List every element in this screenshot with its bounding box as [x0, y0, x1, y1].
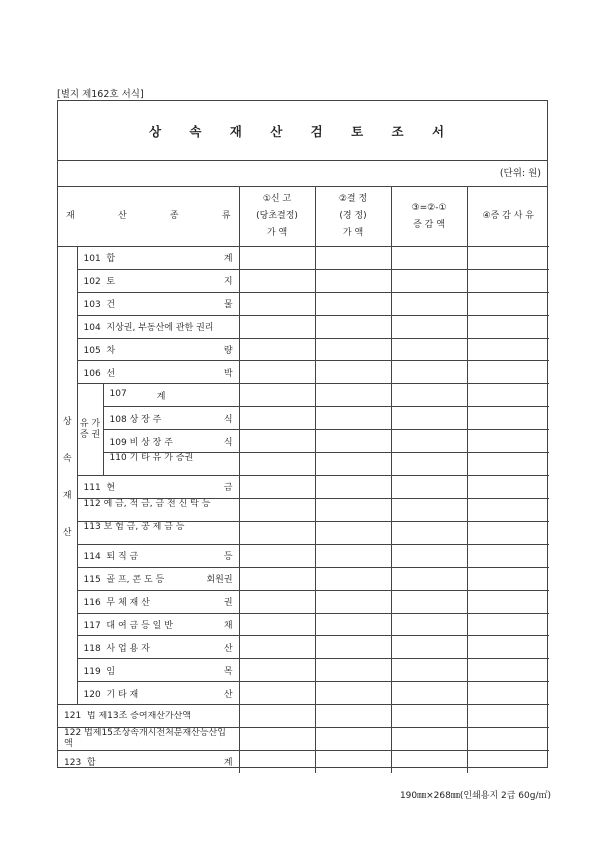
header-line: (경 정) — [339, 211, 367, 221]
cell[interactable] — [239, 384, 315, 407]
cell[interactable] — [391, 521, 467, 544]
cell[interactable] — [315, 521, 391, 544]
cell[interactable] — [315, 636, 391, 659]
cell[interactable] — [315, 613, 391, 636]
row-label: 103 건 물 — [77, 292, 239, 315]
stock-group-label — [77, 384, 103, 476]
row-label: 101 합 계 — [77, 247, 239, 270]
cell[interactable] — [315, 338, 391, 361]
cell[interactable] — [391, 590, 467, 613]
cell[interactable] — [467, 544, 549, 567]
cell[interactable] — [391, 292, 467, 315]
cell[interactable] — [239, 430, 315, 453]
cell[interactable] — [239, 407, 315, 430]
table-row — [58, 544, 549, 567]
row-label: 108 상 장 주 식 — [103, 407, 239, 430]
header-char: 재 — [66, 211, 75, 221]
row-label: 106 선 박 — [77, 361, 239, 384]
table-row — [58, 453, 549, 476]
header-char: 종 — [169, 211, 179, 221]
cell[interactable] — [315, 705, 391, 728]
cell[interactable] — [467, 430, 549, 453]
header-reason: ④증 감 사 유 — [467, 187, 549, 247]
header-difference — [391, 187, 467, 247]
cell[interactable] — [239, 476, 315, 499]
cell[interactable] — [467, 292, 549, 315]
cell[interactable] — [315, 292, 391, 315]
cell[interactable] — [391, 430, 467, 453]
paper-size-note: 190㎜×268㎜(인쇄용지 2급 60g/㎡) — [399, 791, 551, 801]
row-label: 112 예 금, 적 금, 금 전 신 탁 등 — [77, 498, 239, 521]
inheritance-property-table — [58, 187, 549, 773]
cell[interactable] — [467, 476, 549, 499]
page-title: 상 속 재 산 검 토 조 서 — [58, 101, 547, 161]
row-label: 104 지상권, 부동산에 관한 권리 — [77, 315, 239, 338]
row-label: 110 기 타 유 가 증권 — [103, 453, 239, 476]
cell[interactable] — [467, 384, 549, 407]
table-row — [58, 705, 549, 728]
row-label: 118 사 업 용 자 산 — [77, 636, 239, 659]
cell[interactable] — [391, 361, 467, 384]
cell[interactable] — [239, 613, 315, 636]
cell[interactable] — [391, 751, 467, 773]
cell[interactable] — [239, 361, 315, 384]
table-row — [58, 682, 549, 705]
unit-label: (단위: 원) — [58, 160, 547, 187]
table-header-row — [58, 187, 549, 247]
cell[interactable] — [239, 567, 315, 590]
header-line: 증 감 액 — [413, 219, 445, 230]
cell[interactable] — [467, 590, 549, 613]
header-char: 산 — [117, 211, 127, 221]
cell[interactable] — [467, 521, 549, 544]
cell[interactable] — [315, 476, 391, 499]
cell[interactable] — [315, 567, 391, 590]
row-label: 120 기 타 재 산 — [77, 682, 239, 705]
cell[interactable] — [239, 453, 315, 476]
header-category — [58, 187, 239, 247]
header-line: 가 액 — [342, 228, 364, 238]
cell[interactable] — [391, 384, 467, 407]
cell[interactable] — [391, 269, 467, 292]
cell[interactable] — [315, 315, 391, 338]
cell[interactable] — [315, 728, 391, 751]
cell[interactable] — [315, 407, 391, 430]
cell[interactable] — [315, 682, 391, 705]
cell[interactable] — [391, 682, 467, 705]
cell[interactable] — [239, 728, 315, 751]
form-box — [57, 100, 548, 768]
header-line: 가 액 — [266, 228, 288, 238]
table-row — [58, 476, 549, 499]
cell[interactable] — [467, 361, 549, 384]
table-row — [58, 728, 549, 751]
table-row — [58, 590, 549, 613]
cell[interactable] — [315, 453, 391, 476]
row-label: 121 법 제13조 증여재산가산액 — [58, 705, 239, 728]
cell[interactable] — [239, 498, 315, 521]
table-row — [58, 751, 549, 773]
cell[interactable] — [239, 292, 315, 315]
cell[interactable] — [467, 567, 549, 590]
cell[interactable] — [391, 636, 467, 659]
cell[interactable] — [391, 338, 467, 361]
cell[interactable] — [467, 636, 549, 659]
row-label: 122 법제15조상속개시전처분재산등산입액 — [58, 728, 239, 751]
header-char: 류 — [221, 211, 231, 221]
cell[interactable] — [315, 430, 391, 453]
cell[interactable] — [239, 338, 315, 361]
table-row — [58, 315, 549, 338]
header-line: ③=②-① — [411, 202, 447, 213]
cell[interactable] — [467, 659, 549, 682]
form-label: [별지 제162호 서식] — [57, 89, 144, 100]
table-row — [58, 430, 549, 453]
table-row — [58, 269, 549, 292]
header-reported-amount — [239, 187, 315, 247]
cell[interactable] — [391, 476, 467, 499]
cell[interactable] — [315, 384, 391, 407]
cell[interactable] — [391, 247, 467, 270]
cell[interactable] — [467, 315, 549, 338]
cell[interactable] — [239, 659, 315, 682]
header-line: (당초결정) — [256, 211, 298, 221]
side-char: 산 — [62, 527, 72, 538]
side-char: 재 — [62, 490, 72, 501]
cell[interactable] — [467, 705, 549, 728]
cell[interactable] — [467, 751, 549, 773]
row-label: 116 무 체 재 산 권 — [77, 590, 239, 613]
row-label: 111 현 금 — [77, 476, 239, 499]
cell[interactable] — [239, 751, 315, 773]
cell[interactable] — [467, 498, 549, 521]
cell[interactable] — [239, 521, 315, 544]
table-row — [58, 292, 549, 315]
header-decided-amount — [315, 187, 391, 247]
cell[interactable] — [239, 682, 315, 705]
table-row — [58, 567, 549, 590]
table-row — [58, 521, 549, 544]
cell[interactable] — [391, 315, 467, 338]
cell[interactable] — [391, 544, 467, 567]
cell[interactable] — [391, 407, 467, 430]
table-row — [58, 247, 549, 270]
cell[interactable] — [467, 407, 549, 430]
cell[interactable] — [239, 544, 315, 567]
cell[interactable] — [391, 705, 467, 728]
table-row — [58, 498, 549, 521]
cell[interactable] — [391, 728, 467, 751]
cell[interactable] — [391, 613, 467, 636]
cell[interactable] — [467, 728, 549, 751]
cell[interactable] — [391, 498, 467, 521]
cell[interactable] — [239, 269, 315, 292]
header-line: ①신 고 — [262, 194, 292, 204]
table-row — [58, 338, 549, 361]
cell[interactable] — [467, 269, 549, 292]
row-label: 113 보 험 금, 공 제 금 등 — [77, 521, 239, 544]
table-row — [58, 636, 549, 659]
cell[interactable] — [315, 247, 391, 270]
row-label: 109 비 상 장 주 식 — [103, 430, 239, 453]
cell[interactable] — [391, 567, 467, 590]
row-label: 107 계 — [103, 384, 239, 407]
side-char: 상 — [62, 416, 72, 427]
row-label: 114 퇴 직 금 등 — [77, 544, 239, 567]
cell[interactable] — [239, 705, 315, 728]
cell[interactable] — [391, 453, 467, 476]
cell[interactable] — [315, 269, 391, 292]
cell[interactable] — [239, 590, 315, 613]
header-line: ②결 정 — [338, 194, 368, 204]
row-label: 123 합 계 — [58, 751, 239, 773]
table-row — [58, 384, 549, 407]
side-label — [58, 247, 77, 705]
stock-label-line: 유 가 — [79, 418, 101, 429]
row-label: 117 대 여 금 등 일 반 채 — [77, 613, 239, 636]
cell[interactable] — [391, 659, 467, 682]
cell[interactable] — [467, 247, 549, 270]
row-label: 119 임 목 — [77, 659, 239, 682]
cell[interactable] — [315, 361, 391, 384]
stock-label-line: 증 권 — [79, 429, 101, 440]
cell[interactable] — [239, 636, 315, 659]
cell[interactable] — [315, 659, 391, 682]
cell[interactable] — [239, 315, 315, 338]
cell[interactable] — [315, 544, 391, 567]
cell[interactable] — [239, 247, 315, 270]
table-row — [58, 407, 549, 430]
table-row — [58, 613, 549, 636]
table-row — [58, 361, 549, 384]
cell[interactable] — [315, 498, 391, 521]
cell[interactable] — [467, 338, 549, 361]
table-row — [58, 659, 549, 682]
cell[interactable] — [467, 682, 549, 705]
row-label: 105 차 량 — [77, 338, 239, 361]
row-label: 115 골 프, 콘 도 등 회원권 — [77, 567, 239, 590]
cell[interactable] — [467, 613, 549, 636]
cell[interactable] — [467, 453, 549, 476]
cell[interactable] — [315, 751, 391, 773]
side-char: 속 — [62, 453, 72, 464]
cell[interactable] — [315, 590, 391, 613]
row-label: 102 토 지 — [77, 269, 239, 292]
